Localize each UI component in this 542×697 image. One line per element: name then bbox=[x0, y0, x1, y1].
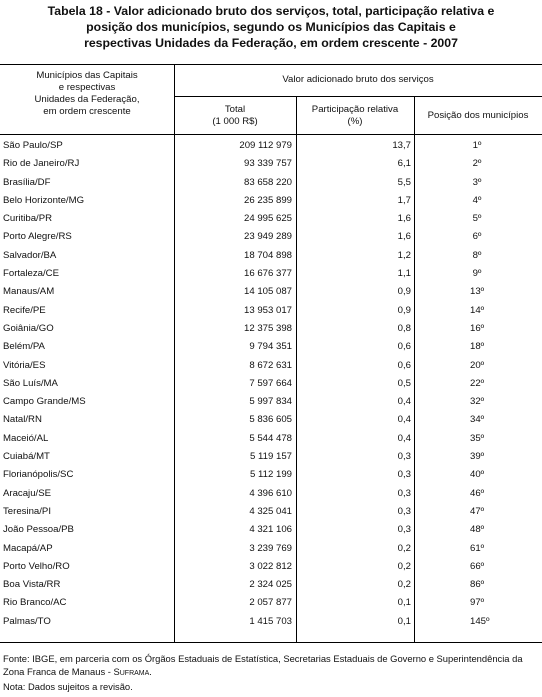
table-row bbox=[0, 558, 542, 576]
table-row bbox=[0, 228, 542, 246]
municipality-cell: Aracaju/SE bbox=[3, 487, 51, 499]
total-value-cell: 5 544 478 bbox=[249, 432, 292, 444]
total-value-cell: 18 704 898 bbox=[243, 249, 292, 261]
participation-cell: 0,4 bbox=[397, 432, 411, 444]
total-value-cell: 3 022 812 bbox=[249, 560, 292, 572]
stub-header bbox=[0, 70, 174, 118]
participation-cell: 0,2 bbox=[397, 579, 411, 591]
municipality-cell: Fortaleza/CE bbox=[3, 268, 59, 280]
total-value-cell: 13 953 017 bbox=[243, 304, 292, 316]
source-organization: Suframa bbox=[113, 666, 150, 677]
municipality-cell: Boa Vista/RR bbox=[3, 579, 61, 591]
table-row bbox=[0, 338, 542, 356]
total-value-cell: 7 597 664 bbox=[249, 377, 292, 389]
municipality-cell: Maceió/AL bbox=[3, 432, 49, 444]
stub-header-line: Unidades da Federação, bbox=[34, 94, 140, 105]
header-bottom-rule bbox=[0, 134, 542, 135]
total-value-cell: 5 119 157 bbox=[250, 451, 292, 463]
municipality-cell: Porto Velho/RO bbox=[3, 560, 70, 572]
position-cell: 20º bbox=[470, 359, 485, 371]
municipality-cell: Vitória/ES bbox=[3, 359, 46, 371]
position-cell: 9º bbox=[472, 268, 482, 280]
total-header-line: Total bbox=[224, 104, 246, 115]
participation-cell: 6,1 bbox=[397, 158, 411, 170]
participation-cell: 0,3 bbox=[397, 487, 411, 499]
position-cell: 35º bbox=[470, 432, 485, 444]
group-header: Valor adicionado bruto dos serviços bbox=[282, 74, 434, 85]
total-value-cell: 26 235 899 bbox=[243, 194, 292, 206]
total-value-cell: 8 672 631 bbox=[249, 359, 292, 371]
position-cell: 5º bbox=[472, 213, 482, 225]
participation-cell: 0,4 bbox=[397, 414, 411, 426]
participation-header-unit: (%) bbox=[347, 116, 363, 127]
position-cell: 22º bbox=[470, 377, 485, 389]
position-cell: 2º bbox=[472, 158, 482, 170]
table-row bbox=[0, 485, 542, 503]
municipality-cell: São Paulo/SP bbox=[3, 140, 63, 151]
total-value-cell: 1 415 703 bbox=[249, 615, 292, 627]
participation-cell: 0,9 bbox=[397, 304, 411, 316]
participation-column-header bbox=[296, 104, 414, 128]
municipality-cell: Goiânia/GO bbox=[3, 322, 54, 334]
position-cell: 47º bbox=[470, 505, 485, 517]
position-cell: 66º bbox=[470, 560, 485, 572]
municipality-cell: Belo Horizonte/MG bbox=[3, 194, 85, 206]
total-value-cell: 14 105 087 bbox=[243, 286, 292, 298]
municipality-cell: Recife/PE bbox=[3, 304, 46, 316]
position-cell: 3º bbox=[472, 176, 482, 188]
municipality-cell: Cuiabá/MT bbox=[3, 451, 50, 463]
participation-cell: 0,3 bbox=[397, 451, 411, 463]
table-row bbox=[0, 466, 542, 484]
municipality-cell: Rio de Janeiro/RJ bbox=[3, 158, 80, 170]
participation-cell: 0,3 bbox=[397, 469, 411, 481]
total-value-cell: 5 836 605 bbox=[249, 414, 292, 426]
total-value-cell: 4 321 106 bbox=[249, 524, 292, 536]
position-cell: 97º bbox=[470, 597, 485, 609]
total-value-cell: 83 658 220 bbox=[243, 176, 292, 188]
position-cell: 40º bbox=[470, 469, 485, 481]
position-column-header: Posição dos municípios bbox=[427, 110, 529, 121]
table-row bbox=[0, 576, 542, 594]
table-row bbox=[0, 357, 542, 375]
table-row bbox=[0, 613, 542, 631]
table-bottom-rule bbox=[0, 642, 542, 643]
stub-header-line: e respectivas bbox=[58, 82, 116, 93]
table-row bbox=[0, 137, 542, 155]
source-note bbox=[3, 652, 539, 678]
participation-cell: 0,8 bbox=[397, 322, 411, 334]
total-value-cell: 9 794 351 bbox=[249, 341, 292, 353]
total-column-header bbox=[174, 104, 296, 128]
table-row bbox=[0, 503, 542, 521]
participation-cell: 0,2 bbox=[397, 542, 411, 554]
total-value-cell: 5 112 199 bbox=[250, 469, 292, 481]
municipality-cell: Natal/RN bbox=[3, 414, 42, 426]
participation-cell: 0,6 bbox=[397, 341, 411, 353]
participation-cell: 1,6 bbox=[397, 231, 411, 243]
table-row bbox=[0, 192, 542, 210]
municipality-cell: Porto Alegre/RS bbox=[3, 231, 72, 243]
participation-header-line: Participação relativa bbox=[311, 104, 399, 115]
table-row bbox=[0, 430, 542, 448]
table-row bbox=[0, 594, 542, 612]
total-value-cell: 16 676 377 bbox=[243, 268, 292, 280]
municipality-cell: Curitiba/PR bbox=[3, 213, 53, 225]
participation-cell: 1,2 bbox=[397, 249, 411, 261]
participation-cell: 0,1 bbox=[397, 597, 411, 609]
participation-cell: 1,1 bbox=[397, 268, 411, 280]
stub-header-line: em ordem crescente bbox=[43, 106, 131, 117]
position-cell: 8º bbox=[472, 249, 482, 261]
participation-cell: 0,1 bbox=[397, 615, 411, 627]
table-row bbox=[0, 393, 542, 411]
total-value-cell: 24 995 625 bbox=[243, 213, 292, 225]
revision-note: Nota: Dados sujeitos a revisão. bbox=[3, 681, 133, 692]
total-value-cell: 2 057 877 bbox=[249, 597, 292, 609]
participation-cell: 1,7 bbox=[397, 194, 411, 206]
table-row bbox=[0, 320, 542, 338]
table-top-rule bbox=[0, 64, 542, 65]
table-row bbox=[0, 174, 542, 192]
position-cell: 86º bbox=[470, 579, 485, 591]
position-cell: 13º bbox=[470, 286, 485, 298]
position-cell: 18º bbox=[470, 341, 485, 353]
total-value-cell: 12 375 398 bbox=[243, 322, 292, 334]
municipality-cell: Salvador/BA bbox=[3, 249, 57, 261]
table-row bbox=[0, 375, 542, 393]
municipality-cell: João Pessoa/PB bbox=[3, 524, 74, 536]
total-value-cell: 3 239 769 bbox=[249, 542, 292, 554]
municipality-cell: Florianópolis/SC bbox=[3, 469, 74, 481]
participation-cell: 0,2 bbox=[397, 560, 411, 572]
position-cell: 61º bbox=[470, 542, 485, 554]
participation-cell: 0,5 bbox=[397, 377, 411, 389]
table-row bbox=[0, 210, 542, 228]
table-row bbox=[0, 448, 542, 466]
position-cell: 6º bbox=[472, 231, 482, 243]
total-value-cell: 4 396 610 bbox=[249, 487, 292, 499]
source-text: Fonte: IBGE, em parceria com os Órgãos Estaduais de Estatística, Secretarias Estaduais de Governo e Superintendência da Zona Franca de Manaus - bbox=[3, 653, 523, 677]
position-cell: 34º bbox=[470, 414, 485, 426]
table-row bbox=[0, 283, 542, 301]
table-row bbox=[0, 155, 542, 173]
position-cell: 39º bbox=[470, 451, 485, 463]
participation-cell: 13,7 bbox=[392, 140, 411, 151]
participation-cell: 0,3 bbox=[397, 505, 411, 517]
position-cell: 4º bbox=[472, 194, 482, 206]
stub-header-line: Municípios das Capitais bbox=[36, 70, 138, 81]
participation-cell: 5,5 bbox=[397, 176, 411, 188]
participation-cell: 0,6 bbox=[397, 359, 411, 371]
table-title bbox=[0, 3, 542, 51]
position-cell: 145º bbox=[470, 615, 490, 627]
source-end: . bbox=[149, 666, 152, 677]
table-row bbox=[0, 247, 542, 265]
participation-cell: 0,4 bbox=[397, 396, 411, 408]
position-cell: 46º bbox=[470, 487, 485, 499]
table-row bbox=[0, 411, 542, 429]
municipality-cell: Rio Branco/AC bbox=[3, 597, 67, 609]
participation-cell: 1,6 bbox=[397, 213, 411, 225]
municipality-cell: Manaus/AM bbox=[3, 286, 55, 298]
municipality-cell: Belém/PA bbox=[3, 341, 45, 353]
total-value-cell: 93 339 757 bbox=[243, 158, 292, 170]
position-cell: 48º bbox=[470, 524, 485, 536]
header-group-rule bbox=[174, 96, 542, 97]
table-row bbox=[0, 521, 542, 539]
total-value-cell: 4 325 041 bbox=[249, 505, 292, 517]
municipality-cell: Teresina/PI bbox=[3, 505, 51, 517]
municipality-cell: Brasília/DF bbox=[3, 176, 51, 188]
total-value-cell: 209 112 979 bbox=[239, 140, 292, 151]
participation-cell: 0,9 bbox=[397, 286, 411, 298]
table-row bbox=[0, 265, 542, 283]
title-line-1: Tabela 18 - Valor adicionado bruto dos serviços, total, participação relativa e bbox=[47, 4, 495, 18]
municipality-cell: São Luís/MA bbox=[3, 377, 58, 389]
position-cell: 16º bbox=[470, 322, 485, 334]
municipality-cell: Palmas/TO bbox=[3, 615, 51, 627]
municipality-cell: Macapá/AP bbox=[3, 542, 53, 554]
table-row bbox=[0, 302, 542, 320]
total-value-cell: 2 324 025 bbox=[249, 579, 292, 591]
table-row bbox=[0, 540, 542, 558]
total-value-cell: 23 949 289 bbox=[243, 231, 292, 243]
position-cell: 32º bbox=[470, 396, 485, 408]
title-line-2: posição dos municípios, segundo os Municípios das Capitais e bbox=[86, 20, 456, 34]
title-line-3: respectivas Unidades da Federação, em ordem crescente - 2007 bbox=[84, 36, 458, 50]
table-body bbox=[0, 137, 542, 631]
participation-cell: 0,3 bbox=[397, 524, 411, 536]
position-cell: 1º bbox=[472, 140, 482, 151]
position-cell: 14º bbox=[470, 304, 485, 316]
total-value-cell: 5 997 834 bbox=[249, 396, 292, 408]
total-header-unit: (1 000 R$) bbox=[212, 116, 258, 127]
municipality-cell: Campo Grande/MS bbox=[3, 396, 86, 408]
